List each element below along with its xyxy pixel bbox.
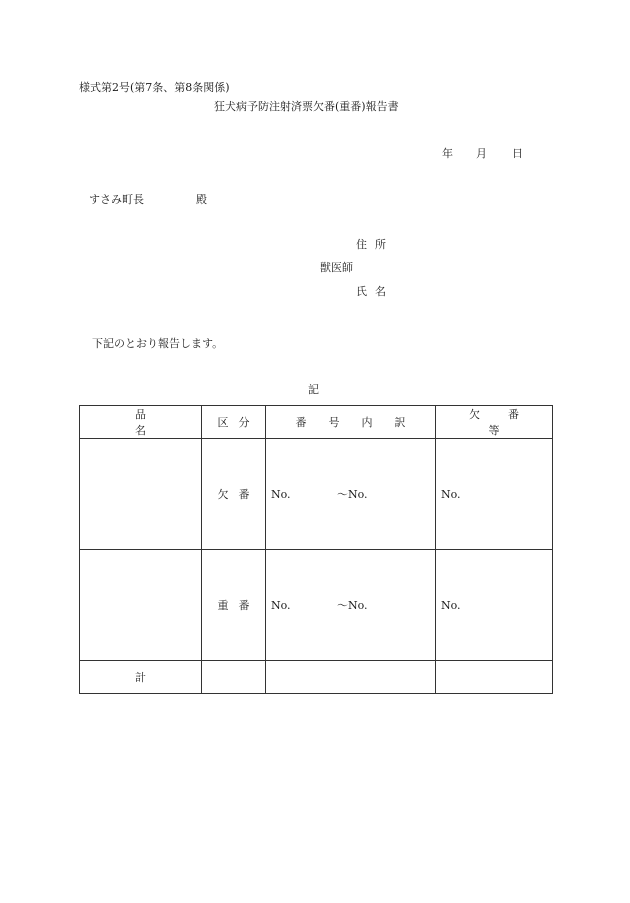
item-name-cell[interactable] <box>80 550 202 661</box>
number-range-cell[interactable] <box>266 550 436 661</box>
date-year-label: 年 <box>442 147 453 160</box>
number-range-cell[interactable] <box>266 439 436 550</box>
range-start: No. <box>271 488 291 501</box>
total-missing-cell[interactable] <box>436 661 553 694</box>
range-end: 〜No. <box>337 488 368 501</box>
header-missing-number: 欠番等 <box>436 406 553 439</box>
range-end: 〜No. <box>337 599 368 612</box>
table-row-missing <box>80 439 553 550</box>
ki-heading: 記 <box>308 383 319 396</box>
form-number: 様式第2号(第7条、第8条関係) <box>79 81 230 94</box>
reporter-name-label: 氏名 <box>356 285 394 298</box>
category-cell: 欠番 <box>202 439 266 550</box>
reporter-address-label: 住所 <box>356 238 394 251</box>
table-total-row <box>80 661 553 694</box>
missing-number-cell[interactable]: No. <box>436 550 553 661</box>
table-row-duplicate <box>80 550 553 661</box>
date-day-label: 日 <box>512 147 523 160</box>
category-cell: 重番 <box>202 550 266 661</box>
range-start: No. <box>271 599 291 612</box>
item-name-cell[interactable] <box>80 439 202 550</box>
document-title: 狂犬病予防注射済票欠番(重番)報告書 <box>214 100 399 113</box>
addressee-name: すさみ町長 <box>89 193 144 206</box>
table-header-row <box>80 406 553 439</box>
total-number-cell[interactable] <box>266 661 436 694</box>
header-number-detail: 番号内訳 <box>266 406 436 439</box>
missing-number-cell[interactable]: No. <box>436 439 553 550</box>
report-table <box>79 405 553 694</box>
total-category-cell[interactable] <box>202 661 266 694</box>
header-category: 区分 <box>202 406 266 439</box>
header-item-name: 品名 <box>80 406 202 439</box>
total-label: 計 <box>80 661 202 694</box>
intro-text: 下記のとおり報告します。 <box>92 337 224 350</box>
addressee-honorific: 殿 <box>196 193 207 206</box>
reporter-vet-label: 獣医師 <box>320 261 353 274</box>
date-month-label: 月 <box>476 147 487 160</box>
